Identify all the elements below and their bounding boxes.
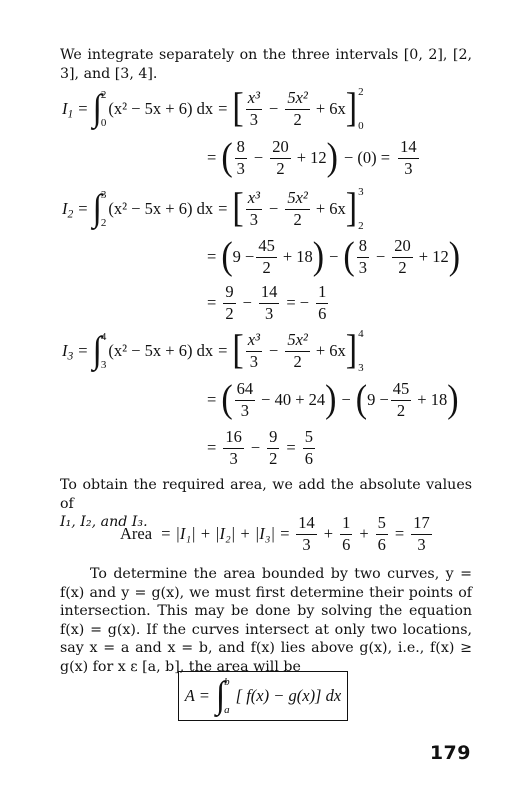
antideriv-term-1: $\frac{\text{x³}}{3}$ xyxy=(247,87,261,129)
area-equation: Area = |I₁| + |I₂| + |I₃| = $\frac{14}{3}$ + $\frac{1}{6}$ + $\frac{5}{6}$ = $\frac{17}{3}$ xyxy=(120,513,430,554)
page-number: 179 xyxy=(429,742,471,764)
i2-definition: $I_2$ = ∫ 3 2 (x² − 5x + 6) dx = [ $\frac{\text{x³}}{3}$ − $\frac{\text{5x²}}{2}$ + 6x ] 3 2 xyxy=(62,186,364,232)
i1-evaluation: = ( $\frac{8}{3}$ − $\frac{20}{2}$ + 12 ) − (0) = $\frac{14}{3}$ xyxy=(207,136,417,180)
i3-definition: $I_3$ = ∫ 4 3 (x² − 5x + 6) dx = [ $\frac{\text{x³}}{3}$ − $\frac{\text{5x²}}{2}$ + 6x ] 4 3 xyxy=(62,328,364,374)
obtain-paragraph: To obtain the required area, we add the absolute values of I₁, I₂, and I₃. xyxy=(60,477,472,531)
i2-evaluation: = ( 9 − $\frac{45}{2}$ + 18 ) − ( $\frac{8}{3}$ − $\frac{20}{2}$ + 12 ) xyxy=(207,235,461,279)
i1-definition: $I_1$ = ∫ 2 0 (x² − 5x + 6) dx = [ $\frac{\text{x³}}{3}$ − $\frac{\text{5x²}}{2}$ + 6x ] 2 0 xyxy=(62,86,364,132)
i1-label: $I_1$ xyxy=(62,99,74,121)
area-formula-box: A = ∫ b a [ f(x) − g(x)] dx xyxy=(178,671,348,721)
curves-paragraph: To determine the area bounded by two curves, y = f(x) and y = g(x), we must first determine their points of intersection. This may be done by solving the equation f(x) = g(x). If the curves intersect at only two locations, say x = a and x = b, and f(x) lies above g(x), i.e., f(x) ≥ g(x) for x ε [a, b], the area will be xyxy=(60,566,472,675)
intro-paragraph: We integrate separately on the three intervals [0, 2], [2, 3], and [3, 4]. xyxy=(60,47,472,82)
i3-simplification: = $\frac{16}{3}$ − $\frac{9}{2}$ = $\frac{5}{6}$ xyxy=(207,427,313,468)
integral-sign: ∫ 2 0 xyxy=(92,88,107,129)
antideriv-term-2: $\frac{\text{5x²}}{2}$ xyxy=(287,87,308,129)
i3-evaluation: = ( $\frac{64}{3}$ − 40 + 24 ) − ( 9 − $\frac{45}{2}$ + 18 ) xyxy=(207,378,459,422)
i2-simplification: = $\frac{9}{2}$ − $\frac{14}{3}$ = − $\frac{1}{6}$ xyxy=(207,282,327,323)
integrand: (x² − 5x + 6) dx xyxy=(108,99,214,118)
